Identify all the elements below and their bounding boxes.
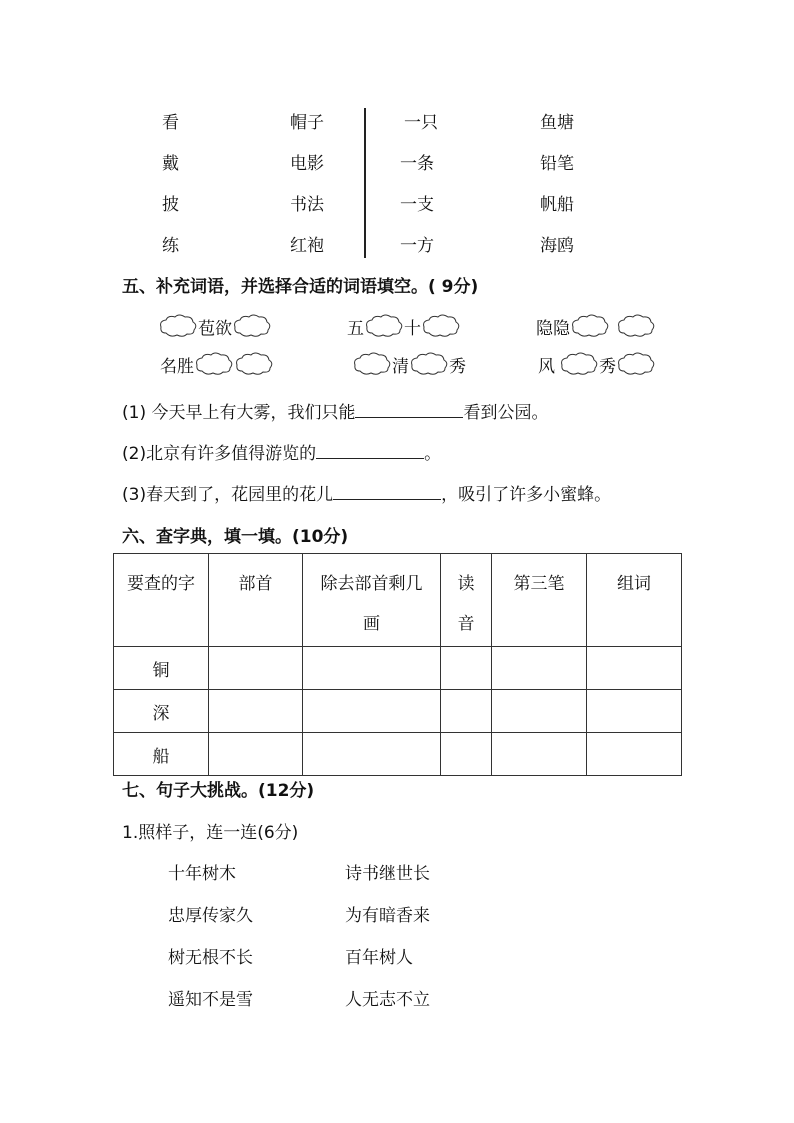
noun-2: 电影 — [290, 154, 324, 174]
header-char: 要查的字 — [114, 554, 209, 647]
couplet-left-2[interactable]: 忠厚传家久 — [168, 906, 253, 926]
cloud-blank-icon[interactable] — [421, 313, 461, 339]
cloud-blank-icon[interactable] — [352, 351, 392, 377]
question-2 — [122, 439, 441, 464]
measure-1: 一只 — [404, 113, 438, 133]
table-row — [114, 690, 682, 733]
question-3 — [122, 480, 611, 505]
cloud-blank-icon[interactable] — [559, 351, 599, 377]
table-row — [114, 733, 682, 776]
table-header-row — [114, 554, 682, 647]
idiom-6-text-a: 风 — [538, 356, 555, 377]
verb-3: 披 — [162, 195, 179, 215]
idiom-6 — [538, 351, 656, 377]
question-3-blank[interactable] — [333, 483, 441, 500]
cloud-blank-icon[interactable] — [232, 313, 272, 339]
cloud-blank-icon[interactable] — [158, 313, 198, 339]
cloud-blank-icon[interactable] — [616, 351, 656, 377]
question-1-pre: (1) 今天早上有大雾，我们只能 — [122, 403, 356, 423]
header-pronunciation: 读 音 — [441, 554, 492, 647]
answer-cell[interactable] — [441, 690, 492, 733]
object-4: 海鸥 — [540, 236, 574, 256]
question-1 — [122, 398, 548, 423]
idiom-2-text-b: 十 — [404, 318, 421, 339]
section7-title: 七、句子大挑战。(12分) — [122, 781, 315, 801]
question-1-blank[interactable] — [355, 401, 463, 418]
cloud-blank-icon[interactable] — [194, 351, 234, 377]
header-radical: 部首 — [209, 554, 303, 647]
question-2-post: 。 — [424, 444, 442, 464]
idiom-5 — [352, 351, 466, 377]
answer-cell[interactable] — [587, 733, 682, 776]
object-1: 鱼塘 — [540, 113, 574, 133]
cloud-blank-icon[interactable] — [234, 351, 274, 377]
verb-4: 练 — [162, 236, 179, 256]
couplet-right-4[interactable]: 人无志不立 — [345, 990, 430, 1010]
couplet-right-3[interactable]: 百年树人 — [345, 948, 413, 968]
idiom-4 — [160, 351, 274, 377]
answer-cell[interactable] — [209, 647, 303, 690]
header-word: 组词 — [587, 554, 682, 647]
section5-title: 五、补充词语，并选择合适的词语填空。( 9分) — [122, 277, 479, 297]
idiom-2-text-a: 五 — [347, 318, 364, 339]
answer-cell[interactable] — [441, 647, 492, 690]
idiom-1-text: 苞欲 — [198, 318, 232, 339]
noun-3: 书法 — [290, 195, 324, 215]
question-2-blank[interactable] — [316, 442, 424, 459]
idiom-6-text-b: 秀 — [599, 356, 616, 377]
question-1-post: 看到公园。 — [463, 403, 549, 423]
row-char: 船 — [114, 733, 209, 776]
section7-sub1: 1.照样子，连一连(6分) — [122, 823, 299, 843]
couplet-right-2[interactable]: 为有暗香来 — [345, 906, 430, 926]
noun-1: 帽子 — [290, 113, 324, 133]
header-third-stroke: 第三笔 — [492, 554, 587, 647]
answer-cell[interactable] — [492, 647, 587, 690]
question-2-pre: (2)北京有许多值得游览的 — [122, 444, 317, 464]
answer-cell[interactable] — [209, 690, 303, 733]
couplet-left-4[interactable]: 遥知不是雪 — [168, 990, 253, 1010]
cloud-blank-icon[interactable] — [570, 313, 610, 339]
answer-cell[interactable] — [492, 733, 587, 776]
verb-1: 看 — [162, 113, 179, 133]
section6-title: 六、查字典，填一填。(10分) — [122, 527, 349, 547]
dictionary-table — [113, 553, 682, 776]
idiom-4-text: 名胜 — [160, 356, 194, 377]
couplet-left-3[interactable]: 树无根不长 — [168, 948, 253, 968]
answer-cell[interactable] — [492, 690, 587, 733]
object-2: 铅笔 — [540, 154, 574, 174]
noun-4: 红袍 — [290, 236, 324, 256]
header-strokes: 除去部首剩几 画 — [303, 554, 441, 647]
idiom-3-text: 隐隐 — [536, 318, 570, 339]
question-3-pre: (3)春天到了，花园里的花儿 — [122, 485, 334, 505]
question-3-post: ，吸引了许多小蜜蜂。 — [441, 485, 612, 505]
measure-4: 一方 — [400, 236, 434, 256]
answer-cell[interactable] — [441, 733, 492, 776]
idiom-5-text-b: 秀 — [449, 356, 466, 377]
divider-line — [364, 108, 366, 258]
verb-2: 戴 — [162, 154, 179, 174]
answer-cell[interactable] — [303, 733, 441, 776]
answer-cell[interactable] — [587, 690, 682, 733]
couplet-right-1[interactable]: 诗书继世长 — [345, 864, 430, 884]
idiom-2 — [347, 313, 461, 339]
measure-3: 一支 — [400, 195, 434, 215]
idiom-1 — [158, 313, 272, 339]
answer-cell[interactable] — [209, 733, 303, 776]
idiom-5-text-a: 清 — [392, 356, 409, 377]
object-3: 帆船 — [540, 195, 574, 215]
measure-2: 一条 — [400, 154, 434, 174]
table-row — [114, 647, 682, 690]
cloud-blank-icon[interactable] — [616, 313, 656, 339]
answer-cell[interactable] — [303, 690, 441, 733]
cloud-blank-icon[interactable] — [409, 351, 449, 377]
row-char: 深 — [114, 690, 209, 733]
couplet-left-1[interactable]: 十年树木 — [168, 864, 236, 884]
cloud-blank-icon[interactable] — [364, 313, 404, 339]
answer-cell[interactable] — [587, 647, 682, 690]
idiom-3 — [536, 313, 656, 339]
row-char: 铜 — [114, 647, 209, 690]
answer-cell[interactable] — [303, 647, 441, 690]
